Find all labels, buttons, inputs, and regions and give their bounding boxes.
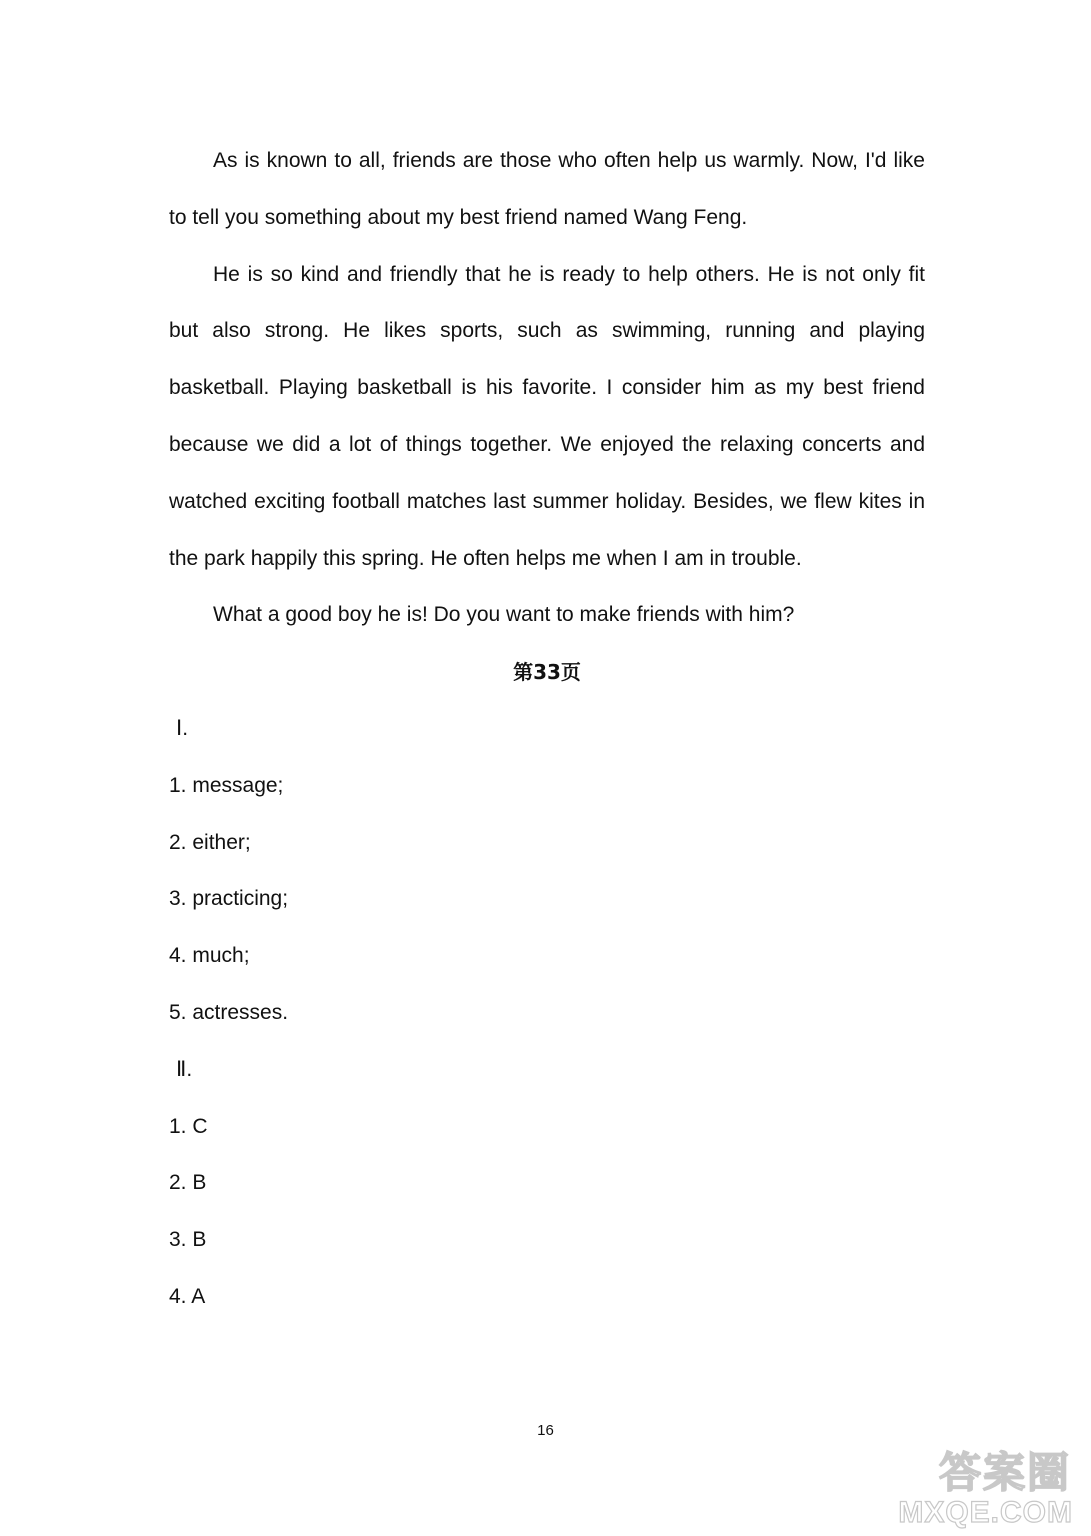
page-content xyxy=(169,133,925,1326)
answer-item: 2. either; xyxy=(169,830,251,854)
answer-item: 3. B xyxy=(169,1228,207,1252)
answer-item: 4. A xyxy=(169,1284,206,1308)
watermark-logo xyxy=(898,1440,1079,1530)
answer-item: 4. much; xyxy=(169,944,250,968)
section-1-label: Ⅰ. xyxy=(176,716,189,740)
answer-item: 3. practicing; xyxy=(169,887,289,911)
answer-item: 1. message; xyxy=(169,773,284,797)
page-heading: 第33页 xyxy=(513,660,581,685)
essay-paragraph-2: He is so kind and friendly that he is ready to help others. He is not only fit but also strong. He likes sports, such as swimming, running and playing basketball. Playing basketball is his favorite. I consider him as my best friend because we did a lot of things together. We enjoyed the relaxing concerts and watched exciting football matches last summer holiday. Besides, we flew kites in the park happily this spring. He often helps me when I am in trouble. xyxy=(169,262,925,570)
watermark-top-text: 答案圈 xyxy=(938,1448,1071,1497)
answer-item: 5. actresses. xyxy=(169,1000,289,1024)
watermark-bottom-text: MXQE.COM xyxy=(898,1496,1073,1529)
essay-paragraph-3: What a good boy he is! Do you want to make friends with him? xyxy=(213,603,795,627)
essay-paragraph-1: As is known to all, friends are those who often help us warmly. Now, I'd like to tell you something about my best friend named Wang Feng. xyxy=(169,149,925,229)
page-number: 16 xyxy=(537,1422,554,1439)
answer-item: 1. C xyxy=(169,1114,208,1138)
section-2-label: Ⅱ. xyxy=(176,1057,193,1081)
answer-item: 2. B xyxy=(169,1171,207,1195)
